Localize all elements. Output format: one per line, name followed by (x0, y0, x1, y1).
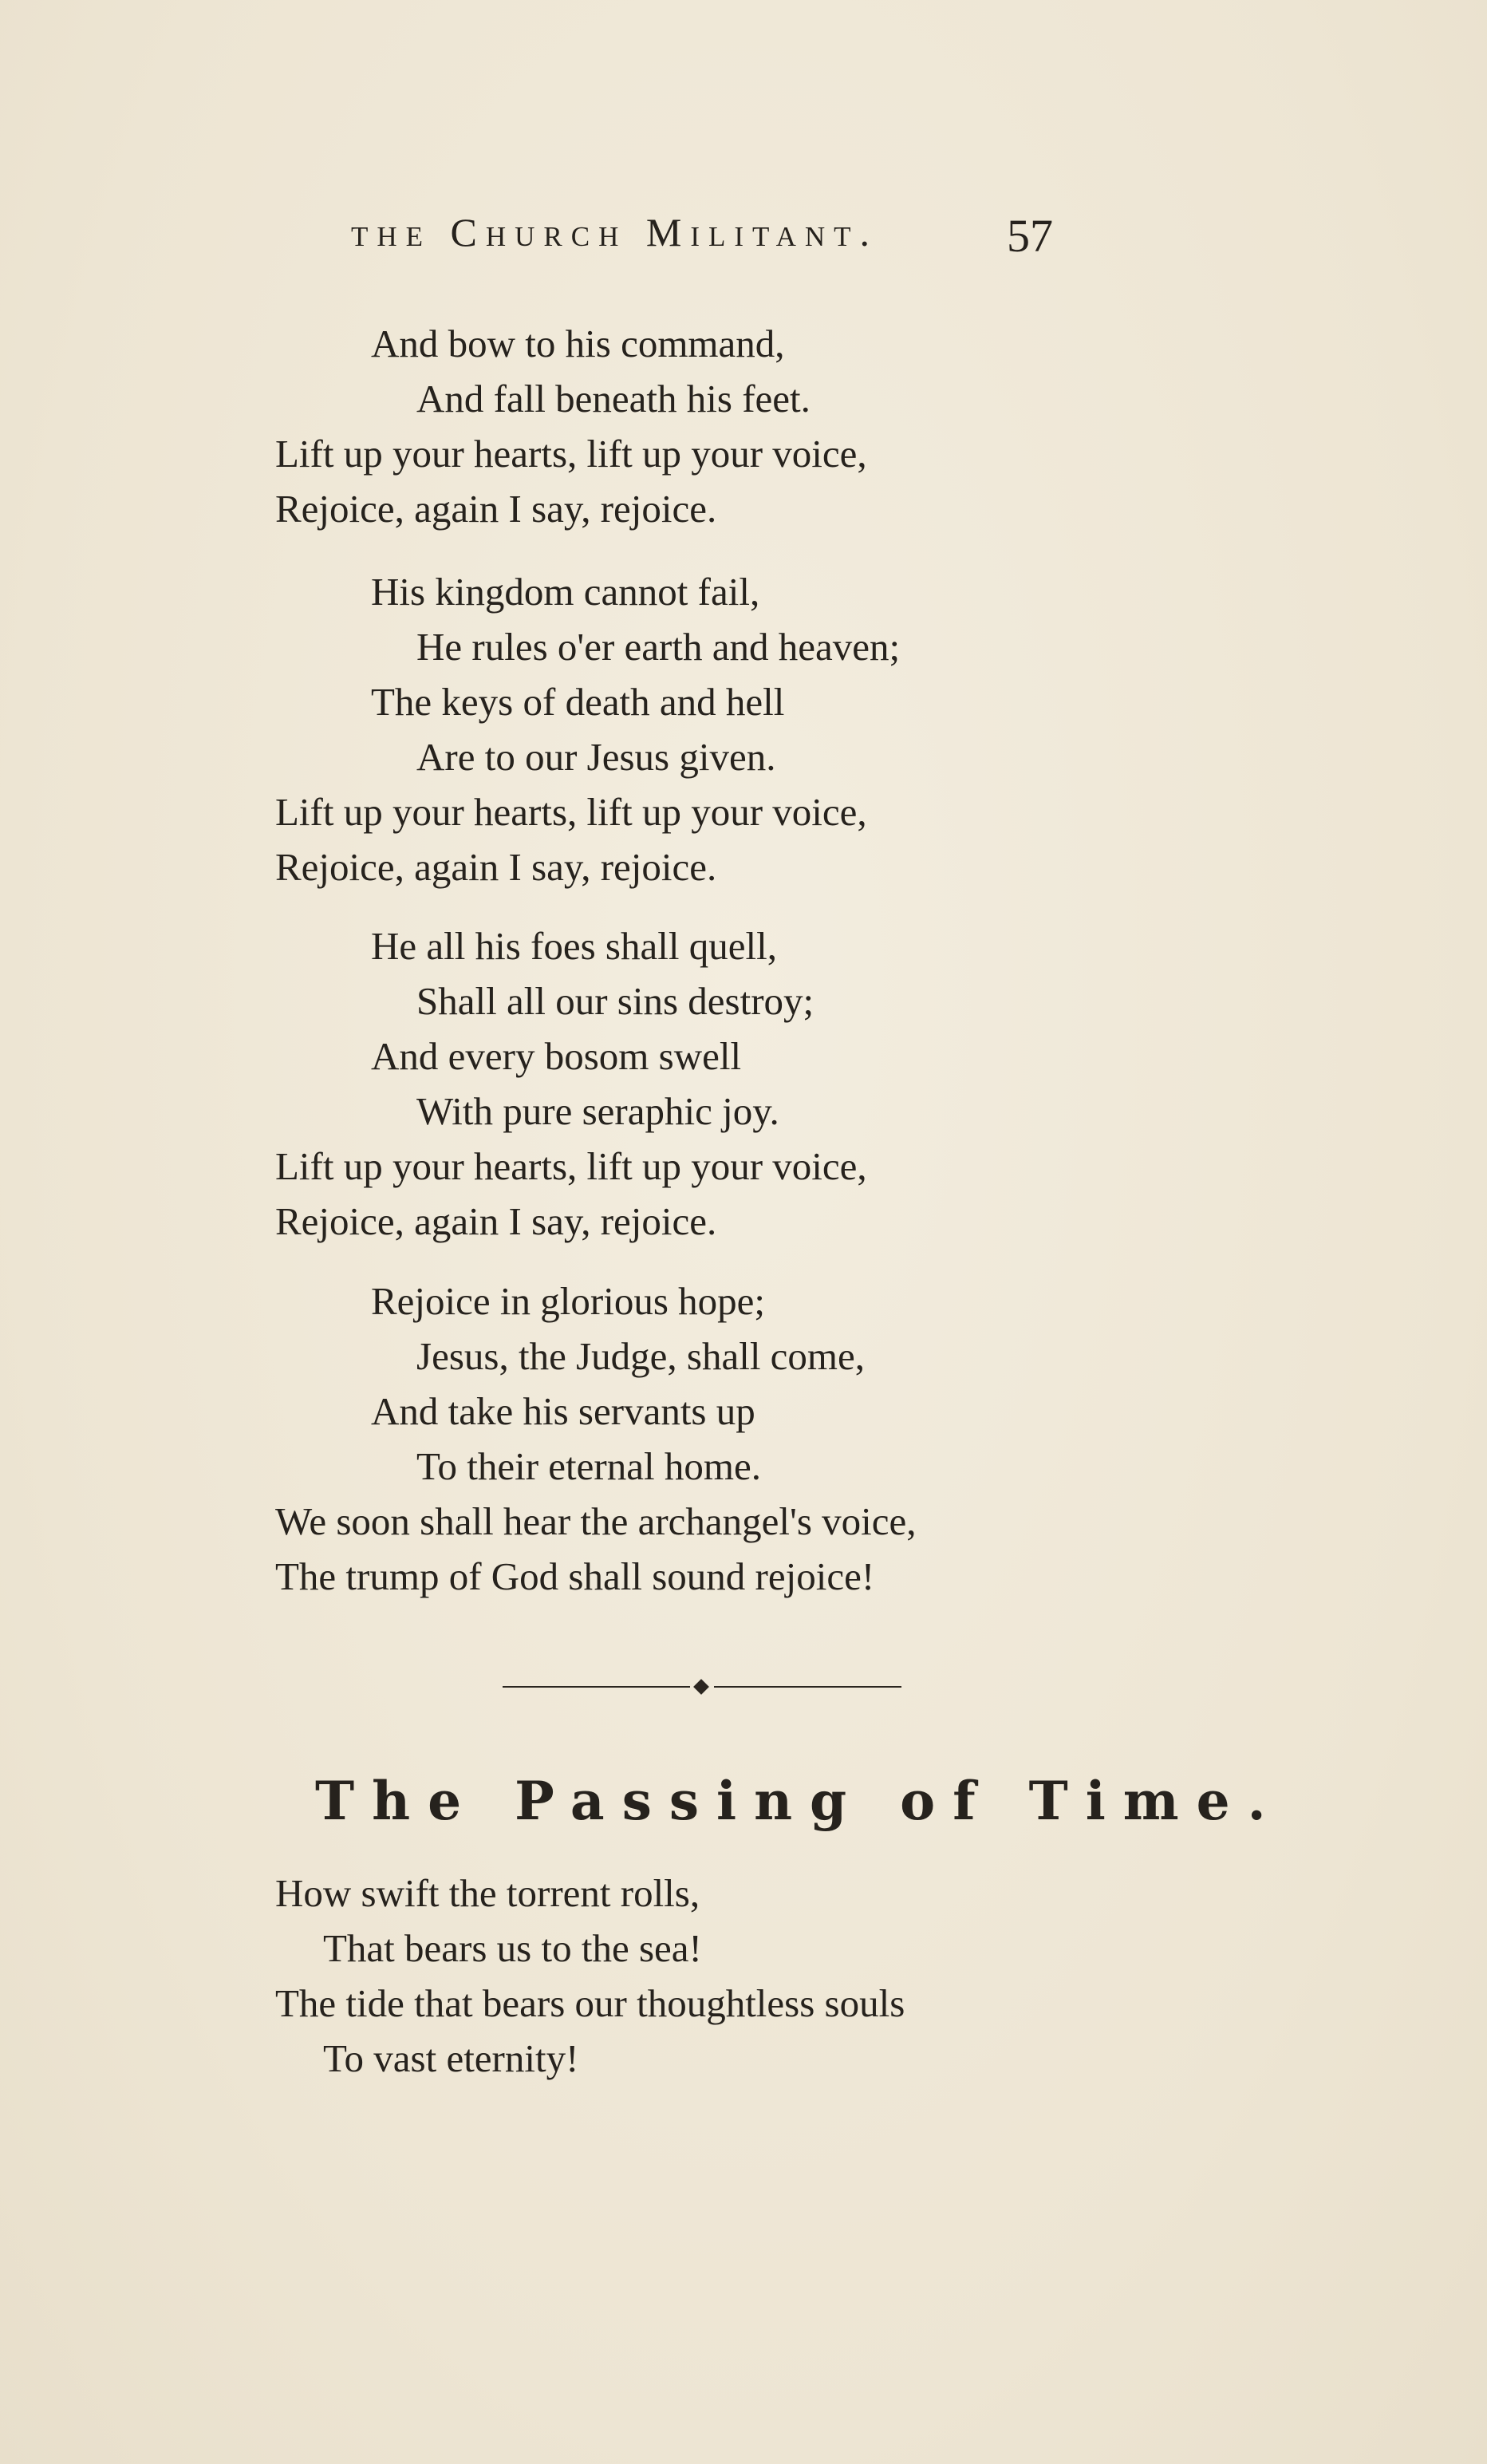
verse-line: To vast eternity! (323, 2036, 579, 2080)
verse-line: Rejoice in glorious hope; (371, 1279, 765, 1323)
verse-line: With pure seraphic joy. (416, 1089, 779, 1133)
verse-line: That bears us to the sea! (323, 1926, 702, 1970)
verse-line: And bow to his command, (371, 322, 785, 365)
stanza-2 (275, 564, 1233, 894)
verse-line: Lift up your hearts, lift up your voice, (275, 1144, 867, 1188)
verse-line: Rejoice, again I say, rejoice. (275, 487, 717, 531)
verse-line: He all his foes shall quell, (371, 924, 777, 968)
stanza-4 (275, 1273, 1233, 1604)
verse-line: He rules o'er earth and heaven; (416, 625, 901, 669)
diamond-ornament-icon (693, 1679, 709, 1695)
verse-line: The trump of God shall sound rejoice! (275, 1554, 875, 1598)
divider-rule-right (714, 1686, 901, 1688)
verse-line: Rejoice, again I say, rejoice. (275, 845, 717, 889)
verse-line: And take his servants up (371, 1389, 755, 1433)
poem-opening-stanza (275, 1866, 1233, 2086)
verse-line: The tide that bears our thoughtless souls (275, 1981, 905, 2025)
verse-line: The keys of death and hell (371, 680, 785, 724)
verse-line: And fall beneath his feet. (416, 377, 811, 421)
verse-line: Rejoice, again I say, rejoice. (275, 1199, 717, 1243)
ornamental-divider (503, 1679, 901, 1695)
verse-line: Jesus, the Judge, shall come, (416, 1334, 866, 1378)
verse-line: To their eternal home. (416, 1444, 761, 1488)
stanza-1 (275, 316, 1233, 536)
stanza-3 (275, 918, 1233, 1249)
verse-line: We soon shall hear the archangel's voice, (275, 1499, 917, 1543)
running-title: the Church Militant. (351, 210, 879, 255)
verse-line: And every bosom swell (371, 1034, 742, 1078)
verse-line: Lift up your hearts, lift up your voice, (275, 790, 867, 834)
verse-line: His kingdom cannot fail, (371, 570, 760, 614)
page-number: 57 (1007, 210, 1053, 262)
poem-title: The Passing of Time. (315, 1770, 1284, 1832)
verse-line: Shall all our sins destroy; (416, 979, 814, 1023)
running-head (351, 209, 1053, 273)
verse-line: How swift the torrent rolls, (275, 1871, 700, 1915)
divider-rule-left (503, 1686, 690, 1688)
verse-line: Lift up your hearts, lift up your voice, (275, 432, 867, 476)
verse-line: Are to our Jesus given. (416, 735, 776, 779)
